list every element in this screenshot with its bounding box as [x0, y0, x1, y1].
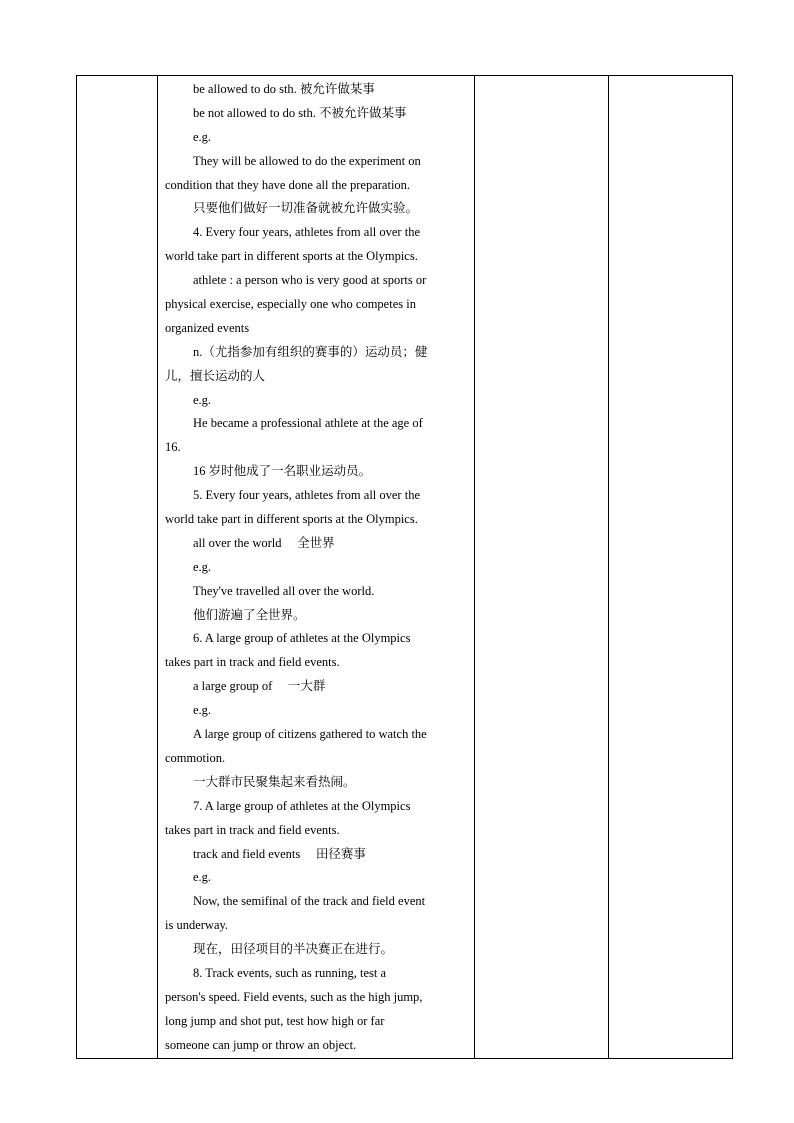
text-line: e.g. — [193, 870, 212, 885]
text-line: condition that they have done all the preparation. — [165, 177, 411, 192]
text-line: Now, the semifinal of the track and field event — [193, 894, 426, 909]
table-row — [77, 76, 733, 1059]
text-line: a large group of 一大群 — [193, 679, 326, 694]
blank-cell-4 — [609, 76, 733, 1059]
content-cell — [158, 76, 475, 1059]
text-line: He became a professional athlete at the age of — [193, 416, 423, 431]
text-line: 16 岁时他成了一名职业运动员。 — [193, 464, 372, 479]
text-line: be allowed to do sth. 被允许做某事 — [193, 82, 375, 96]
text-line: 4. Every four years, athletes from all over the — [193, 225, 420, 240]
text-line: long jump and shot put, test how high or far — [165, 1013, 385, 1028]
text-line: world take part in different sports at the Olympics. — [165, 249, 418, 264]
text-line: athlete : a person who is very good at sports or — [193, 273, 427, 288]
text-line: 一大群市民聚集起来看热闹。 — [193, 774, 356, 789]
text-line: organized events — [165, 320, 250, 335]
text-line: n.（尤指参加有组织的赛事的）运动员；健 — [193, 344, 428, 359]
text-line: They will be allowed to do the experiment on — [193, 153, 421, 168]
text-line: takes part in track and field events. — [165, 822, 340, 837]
text-line: 只要他们做好一切准备就被允许做实验。 — [193, 201, 419, 216]
text-line: e.g. — [193, 559, 212, 574]
text-line: world take part in different sports at the Olympics. — [165, 512, 418, 527]
text-line: is underway. — [165, 918, 229, 933]
text-line: e.g. — [193, 129, 212, 144]
text-line: track and field events 田径赛事 — [193, 846, 366, 861]
text-line: 5. Every four years, athletes from all over the — [193, 488, 420, 503]
text-line: be not allowed to do sth. 不被允许做某事 — [193, 105, 407, 120]
text-line: A large group of citizens gathered to watch the — [193, 727, 427, 742]
text-line: 现在，田径项目的半决赛正在进行。 — [193, 942, 394, 957]
text-line: 7. A large group of athletes at the Olympics — [193, 798, 411, 813]
lesson-plan-table — [76, 75, 733, 1059]
text-line: e.g. — [193, 703, 212, 718]
text-line: someone can jump or throw an object. — [165, 1037, 357, 1052]
text-line: commotion. — [165, 750, 226, 765]
text-line: 16. — [165, 440, 181, 455]
left-blank-cell — [77, 76, 158, 1059]
text-line: They've travelled all over the world. — [193, 583, 375, 598]
text-line: e.g. — [193, 392, 212, 407]
text-line: takes part in track and field events. — [165, 655, 340, 670]
text-line: 8. Track events, such as running, test a — [193, 965, 387, 980]
content-lines — [165, 78, 470, 1058]
text-line: 6. A large group of athletes at the Olympics — [193, 631, 411, 646]
blank-cell-3 — [475, 76, 609, 1059]
text-line: 他们游遍了全世界。 — [193, 607, 306, 622]
text-line: all over the world 全世界 — [193, 535, 335, 550]
text-line: 儿，擅长运动的人 — [165, 368, 266, 383]
text-line: physical exercise, especially one who competes in — [165, 297, 416, 312]
text-line: person's speed. Field events, such as the high jump, — [165, 989, 423, 1004]
